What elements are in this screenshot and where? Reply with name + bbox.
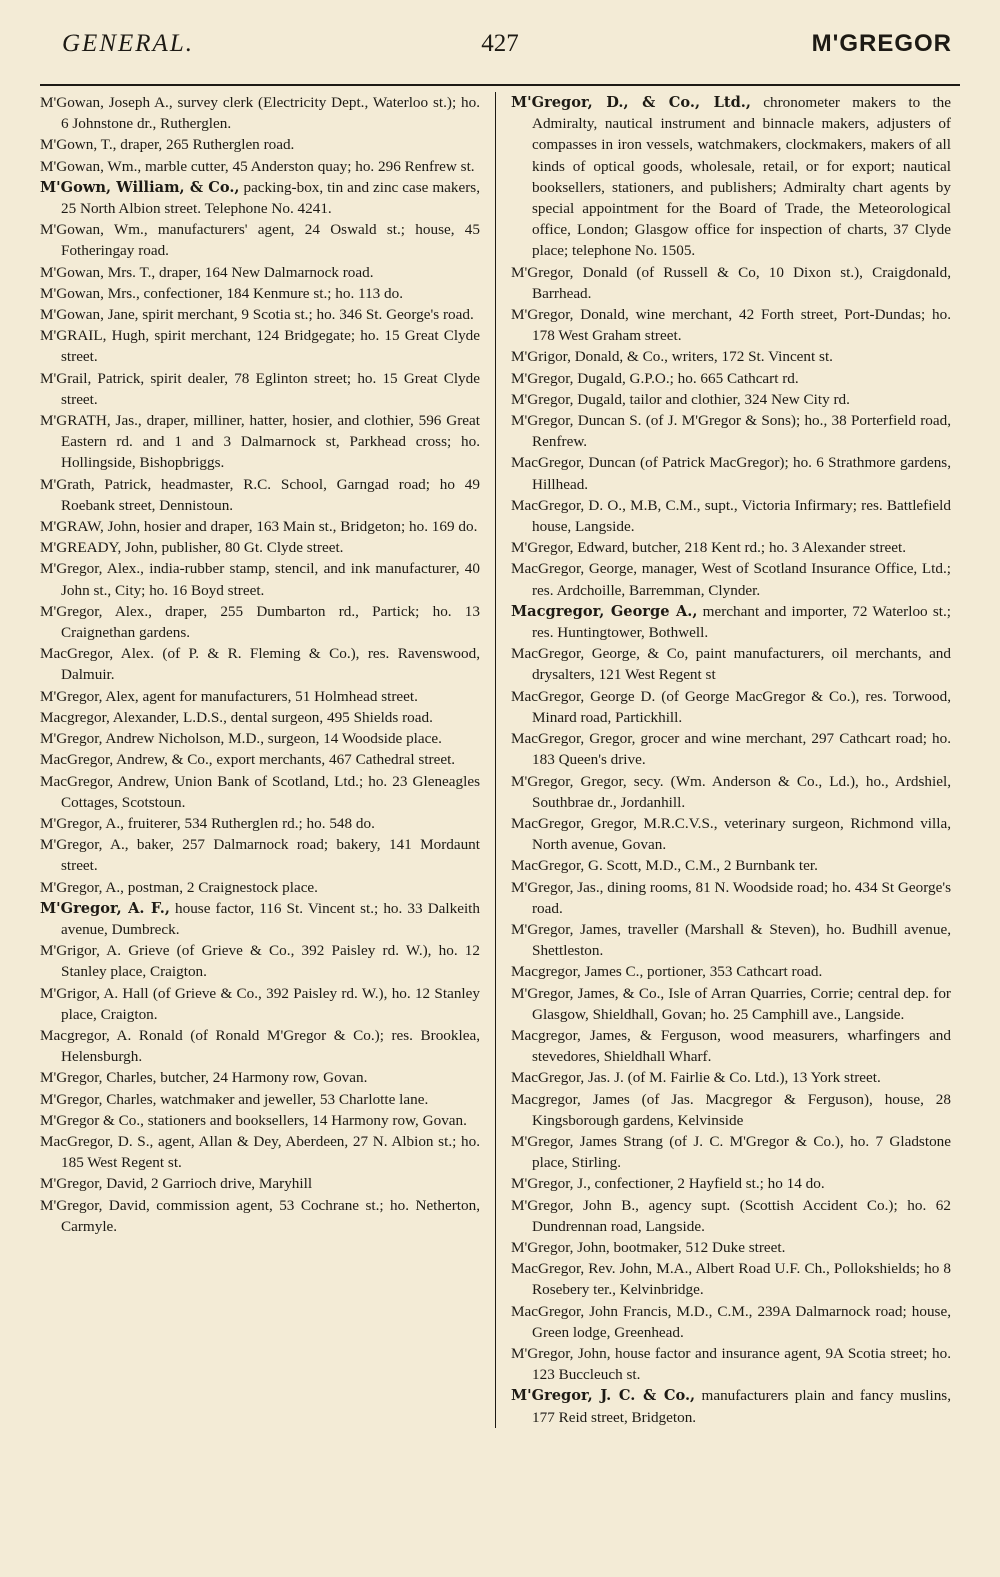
- directory-entry: [511, 1173, 951, 1194]
- column-divider: [495, 92, 496, 1428]
- entry-text: M'Grigor, A. Hall (of Grieve & Co., 392 Paisley rd. W.), ho. 12 Stanley place, Craigton.: [40, 984, 480, 1023]
- directory-entry: [40, 410, 480, 474]
- directory-entry: [511, 1025, 951, 1067]
- page-header: [40, 26, 960, 62]
- directory-entry: [511, 410, 951, 452]
- directory-entry: [40, 283, 480, 304]
- entry-text: M'Gown, T., draper, 265 Rutherglen road.: [40, 136, 295, 154]
- entry-bold-name: Macgregor, George A.,: [511, 602, 698, 620]
- directory-columns: [40, 92, 960, 1428]
- directory-entry: [511, 601, 951, 643]
- entry-text: M'Gregor, John, bootmaker, 512 Duke street.: [511, 1238, 786, 1256]
- directory-entry: [40, 686, 480, 707]
- entry-text: M'Grigor, Donald, & Co., writers, 172 St. Vincent st.: [511, 348, 833, 366]
- directory-entry: [40, 1131, 480, 1173]
- directory-entry: [511, 1089, 951, 1131]
- entry-text: MacGregor, George D. (of George MacGregor & Co.), res. Torwood, Minard road, Partickhill.: [511, 687, 951, 726]
- directory-entry: [511, 728, 951, 770]
- directory-entry: [511, 643, 951, 685]
- directory-entry: [40, 877, 480, 898]
- directory-entry: [511, 877, 951, 919]
- entry-bold-name: M'Gown, William, & Co.,: [40, 178, 240, 196]
- directory-entry: [40, 940, 480, 982]
- entry-text: MacGregor, George, manager, West of Scotland Insurance Office, Ltd.; res. Ardchoille, Barremman, Clynder.: [511, 560, 951, 599]
- header-rule: [40, 84, 960, 86]
- entry-text: M'Grigor, A. Grieve (of Grieve & Co., 392 Paisley rd. W.), ho. 12 Stanley place, Craigton.: [40, 942, 480, 981]
- entry-text: MacGregor, Alex. (of P. & R. Fleming & Co.), res. Ravenswood, Dalmuir.: [40, 645, 480, 684]
- entry-text: Macgregor, A. Ronald (of Ronald M'Gregor & Co.); res. Brooklea, Helensburgh.: [40, 1026, 480, 1066]
- entry-text: M'Gregor, Donald, wine merchant, 42 Forth street, Port-Dundas; ho. 178 West Graham street.: [511, 306, 951, 345]
- directory-entry: [511, 92, 951, 262]
- entry-text: M'Gregor, Alex, agent for manufacturers, 51 Holmhead street.: [40, 687, 418, 705]
- entry-text: MacGregor, Jas. J. (of M. Fairlie & Co. Ltd.), 13 York street.: [511, 1069, 881, 1087]
- entry-bold-name: M'Gregor, D., & Co., Ltd.,: [511, 94, 751, 111]
- directory-entry: [511, 304, 951, 346]
- directory-entry: [511, 961, 951, 982]
- entry-text: M'Gregor, Duncan S. (of J. M'Gregor & Sons); ho., 38 Porterfield road, Renfrew.: [511, 412, 951, 451]
- page-number: 427: [481, 30, 519, 57]
- entry-text: Macgregor, James (of Jas. Macgregor & Ferguson), house, 28 Kingsborough gardens, Kelvinside: [511, 1090, 951, 1129]
- entry-text: M'Gregor, Dugald, tailor and clothier, 324 New City rd.: [511, 390, 850, 408]
- entry-text: M'Gregor, John, house factor and insurance agent, 9A Scotia street; ho. 123 Buccleuch st.: [511, 1344, 951, 1384]
- entry-text: M'Gregor, A., baker, 257 Dalmarnock road; bakery, 141 Mordaunt street.: [40, 836, 480, 875]
- entry-text: M'Grail, Patrick, spirit dealer, 78 Eglinton street; ho. 15 Great Clyde street.: [40, 369, 480, 408]
- directory-entry: [511, 495, 951, 537]
- entry-text: M'Gowan, Wm., marble cutter, 45 Anderston quay; ho. 296 Renfrew st.: [40, 157, 475, 175]
- entry-text: merchant and importer, 72 Waterloo st.; res. Huntingtower, Bothwell.: [532, 602, 951, 642]
- entry-text: MacGregor, D. O., M.B, C.M., supt., Victoria Infirmary; res. Battlefield house, Langside.: [511, 496, 951, 536]
- entry-text: M'Gregor, Jas., dining rooms, 81 N. Woodside road; ho. 434 St George's road.: [511, 878, 951, 917]
- entry-text: packing-box, tin and zinc case makers, 25 North Albion street. Telephone No. 4241.: [61, 178, 480, 218]
- directory-entry: [511, 771, 951, 813]
- entry-text: Macgregor, James, & Ferguson, wood measurers, wharfingers and stevedores, Shieldhall Wharf.: [511, 1026, 951, 1066]
- entry-text: house factor, 116 St. Vincent st.; ho. 33 Dalkeith avenue, Dumbreck.: [61, 899, 480, 938]
- directory-entry: [40, 1025, 480, 1067]
- directory-entry: [40, 749, 480, 770]
- directory-entry: [40, 368, 480, 410]
- directory-entry: [511, 389, 951, 410]
- entry-text: MacGregor, Andrew, & Co., export merchants, 467 Cathedral street.: [40, 751, 456, 769]
- entry-text: M'Gregor, Gregor, secy. (Wm. Anderson & Co., Ld.), ho., Ardshiel, Southbrae dr., Jordanhill.: [511, 772, 951, 811]
- entry-text: M'GRATH, Jas., draper, milliner, hatter, hosier, and clothier, 596 Great Eastern rd. and 1 and 3 Dalmarnock st, Parkhead cross; ho. Hollingside, Bishopbriggs.: [40, 412, 480, 472]
- entry-text: M'Gregor, Edward, butcher, 218 Kent rd.; ho. 3 Alexander street.: [511, 539, 907, 557]
- running-head-section: GENERAL.: [62, 30, 194, 57]
- directory-entry: [40, 1067, 480, 1088]
- directory-entry: [40, 304, 480, 325]
- entry-text: MacGregor, Gregor, M.R.C.V.S., veterinary surgeon, Richmond villa, North avenue, Govan.: [511, 814, 951, 854]
- directory-entry: [40, 1173, 480, 1194]
- directory-entry: [40, 834, 480, 876]
- directory-entry: [40, 219, 480, 261]
- entry-text: M'Gregor, James, & Co., Isle of Arran Quarries, Corrie; central dep. for Glasgow, Shieldhall, Govan; ho. 25 Camphill ave., Langside.: [511, 984, 951, 1023]
- directory-entry: [40, 92, 480, 134]
- directory-entry: [511, 558, 951, 600]
- directory-entry: [40, 643, 480, 685]
- directory-entry: [40, 558, 480, 600]
- entry-text: M'Gregor, Alex., draper, 255 Dumbarton rd., Partick; ho. 13 Craignethan gardens.: [40, 602, 480, 642]
- directory-entry: [511, 262, 951, 304]
- entry-text: M'Gregor, Charles, watchmaker and jeweller, 53 Charlotte lane.: [40, 1090, 429, 1108]
- directory-entry: [40, 537, 480, 558]
- entry-text: M'Gregor, Dugald, G.P.O.; ho. 665 Cathcart rd.: [511, 369, 799, 387]
- entry-text: M'Gregor, Alex., india-rubber stamp, stencil, and ink manufacturer, 40 John st., City; ho. 16 Boyd street.: [40, 560, 480, 599]
- entry-text: chronometer makers to the Admiralty, nautical instrument and binnacle makers, adjusters of compasses in iron vessels, watchmakers, clockmakers, makers of all kinds of optical goods, wholesale, retail, or for export; nautical booksellers, stationers, and publishers; Admiralty chart agents by special appointment for the Board of Trade, the Meteorological office, London; Glasgow office for inspection of charts, 37 Clyde place; telephone No. 1505.: [532, 94, 951, 260]
- directory-entry: [511, 919, 951, 961]
- directory-entry: [511, 537, 951, 558]
- entry-text: MacGregor, Andrew, Union Bank of Scotland, Ltd.; ho. 23 Gleneagles Cottages, Scotstoun.: [40, 772, 480, 811]
- directory-entry: [511, 1195, 951, 1237]
- entry-bold-name: M'Gregor, J. C. & Co.,: [511, 1387, 696, 1405]
- directory-entry: [40, 728, 480, 749]
- entry-text: M'Gregor, David, commission agent, 53 Cochrane st.; ho. Netherton, Carmyle.: [40, 1196, 480, 1235]
- directory-entry: [511, 452, 951, 494]
- directory-entry: [511, 855, 951, 876]
- directory-entry: [511, 983, 951, 1025]
- entry-text: M'Gowan, Wm., manufacturers' agent, 24 Oswald st.; house, 45 Fotheringay road.: [40, 221, 480, 260]
- entry-text: M'GRAIL, Hugh, spirit merchant, 124 Bridgegate; ho. 15 Great Clyde street.: [40, 327, 480, 366]
- entry-text: M'Gregor, Andrew Nicholson, M.D., surgeon, 14 Woodside place.: [40, 730, 442, 748]
- entry-text: M'Gregor, A., postman, 2 Craignestock place.: [40, 878, 318, 896]
- entry-text: manufacturers plain and fancy muslins, 177 Reid street, Bridgeton.: [532, 1387, 952, 1426]
- directory-entry: [40, 156, 480, 177]
- right-column: [511, 92, 951, 1428]
- entry-text: M'Gregor, David, 2 Garrioch drive, Maryhill: [40, 1175, 313, 1193]
- directory-entry: [40, 707, 480, 728]
- entry-text: MacGregor, G. Scott, M.D., C.M., 2 Burnbank ter.: [511, 857, 818, 875]
- entry-text: M'Gowan, Jane, spirit merchant, 9 Scotia st.; ho. 346 St. George's road.: [40, 306, 474, 324]
- directory-entry: [40, 771, 480, 813]
- entry-text: MacGregor, Duncan (of Patrick MacGregor); ho. 6 Strathmore gardens, Hillhead.: [511, 454, 951, 493]
- entry-bold-name: M'Gregor, A. F.,: [40, 899, 170, 917]
- directory-entry: [40, 325, 480, 367]
- directory-entry: [40, 134, 480, 155]
- directory-entry: [40, 1089, 480, 1110]
- entry-text: M'Gregor & Co., stationers and booksellers, 14 Harmony row, Govan.: [40, 1111, 467, 1129]
- entry-text: M'Gregor, John B., agency supt. (Scottish Accident Co.); ho. 62 Dundrennan road, Langside.: [511, 1196, 951, 1235]
- left-column: [40, 92, 480, 1428]
- directory-entry: [40, 601, 480, 643]
- directory-entry: [40, 983, 480, 1025]
- entry-text: M'GREADY, John, publisher, 80 Gt. Clyde street.: [40, 539, 344, 557]
- directory-entry: [511, 686, 951, 728]
- directory-entry: [511, 1237, 951, 1258]
- entry-text: M'Gregor, James Strang (of J. C. M'Gregor & Co.), ho. 7 Gladstone place, Stirling.: [511, 1132, 951, 1172]
- directory-entry: [511, 1131, 951, 1173]
- directory-entry: [40, 516, 480, 537]
- directory-entry: [511, 1343, 951, 1385]
- entry-text: M'GRAW, John, hosier and draper, 163 Main st., Bridgeton; ho. 169 do.: [40, 518, 478, 536]
- directory-entry: [40, 898, 480, 940]
- directory-entry: [40, 1110, 480, 1131]
- directory-entry: [511, 368, 951, 389]
- entry-text: M'Gregor, Donald (of Russell & Co, 10 Dixon st.), Craigdonald, Barrhead.: [511, 263, 951, 302]
- entry-text: Macgregor, James C., portioner, 353 Cathcart road.: [511, 963, 823, 981]
- directory-entry: [511, 1067, 951, 1088]
- entry-text: M'Gregor, Charles, butcher, 24 Harmony row, Govan.: [40, 1069, 368, 1087]
- directory-entry: [511, 813, 951, 855]
- directory-entry: [511, 346, 951, 367]
- entry-text: M'Grath, Patrick, headmaster, R.C. School, Garngad road; ho 49 Roebank street, Dennistoun.: [40, 475, 480, 514]
- entry-text: M'Gregor, James, traveller (Marshall & Steven), ho. Budhill avenue, Shettleston.: [511, 920, 951, 960]
- entry-text: M'Gowan, Mrs. T., draper, 164 New Dalmarnock road.: [40, 263, 374, 281]
- entry-text: MacGregor, George, & Co, paint manufacturers, oil merchants, and drysalters, 121 West Regent st: [511, 645, 951, 684]
- entry-text: MacGregor, John Francis, M.D., C.M., 239A Dalmarnock road; house, Green lodge, Greenhead.: [511, 1302, 951, 1341]
- directory-entry: [40, 1195, 480, 1237]
- entry-text: M'Gowan, Mrs., confectioner, 184 Kenmure st.; ho. 113 do.: [40, 284, 404, 302]
- directory-entry: [511, 1258, 951, 1300]
- directory-entry: [40, 813, 480, 834]
- directory-entry: [40, 262, 480, 283]
- running-head-surname: M'GREGOR: [811, 30, 952, 57]
- entry-text: Macgregor, Alexander, L.D.S., dental surgeon, 495 Shields road.: [40, 708, 433, 726]
- entry-text: MacGregor, D. S., agent, Allan & Dey, Aberdeen, 27 N. Albion st.; ho. 185 West Regent st.: [40, 1132, 480, 1172]
- entry-text: MacGregor, Rev. John, M.A., Albert Road U.F. Ch., Pollokshields; ho 8 Rosebery ter., Kelvinbridge.: [511, 1260, 951, 1299]
- directory-entry: [40, 177, 480, 219]
- directory-entry: [511, 1385, 951, 1427]
- entry-text: M'Gowan, Joseph A., survey clerk (Electricity Dept., Waterloo st.); ho. 6 Johnstone dr., Rutherglen.: [40, 94, 480, 133]
- entry-text: M'Gregor, J., confectioner, 2 Hayfield st.; ho 14 do.: [511, 1175, 825, 1193]
- directory-entry: [40, 474, 480, 516]
- entry-text: MacGregor, Gregor, grocer and wine merchant, 297 Cathcart road; ho. 183 Queen's drive.: [511, 730, 951, 769]
- directory-entry: [511, 1301, 951, 1343]
- entry-text: M'Gregor, A., fruiterer, 534 Rutherglen rd.; ho. 548 do.: [40, 814, 375, 832]
